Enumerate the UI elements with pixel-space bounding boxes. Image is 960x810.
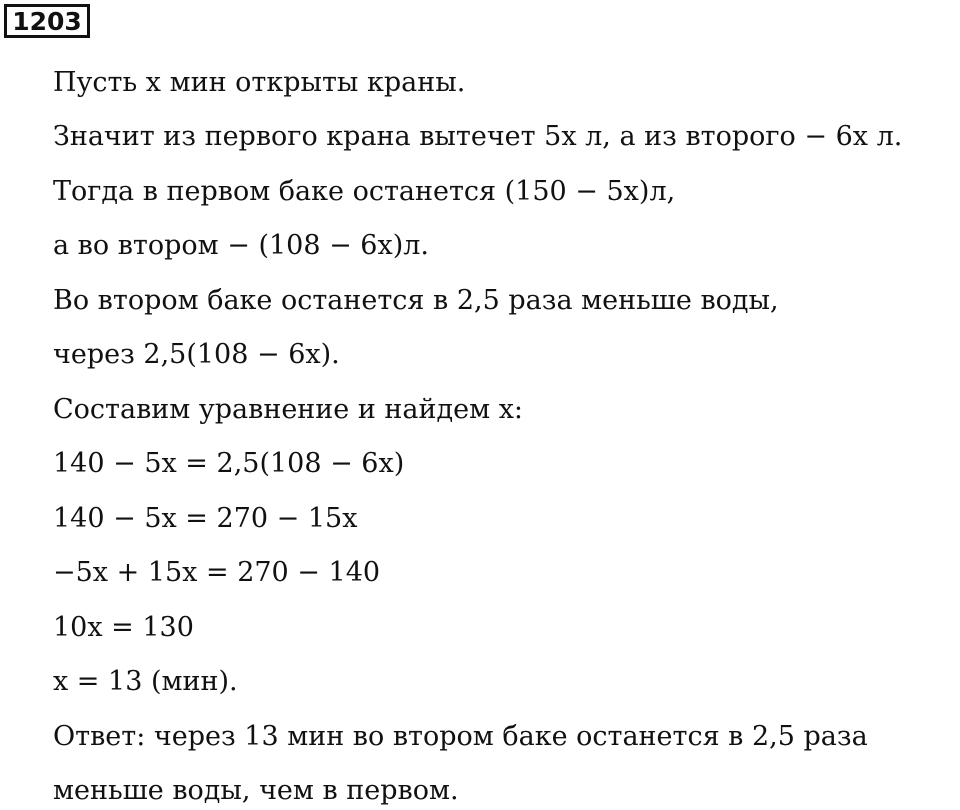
solution-line-6: через 2,5(108 − 6x). xyxy=(53,339,340,370)
equation-line-1: 140 − 5x = 2,5(108 − 6x) xyxy=(53,448,405,479)
problem-number: 1203 xyxy=(12,6,82,36)
equation-line-5: x = 13 (мин). xyxy=(53,666,238,697)
solution-line-5: Во втором баке останется в 2,5 раза меньше воды, xyxy=(53,285,779,316)
equation-line-3: −5x + 15x = 270 − 140 xyxy=(53,557,381,588)
answer-line-2: меньше воды, чем в первом. xyxy=(53,775,459,806)
solution-line-1: Пусть x мин открыты краны. xyxy=(53,67,466,98)
solution-line-2: Значит из первого крана вытечет 5x л, а из второго − 6x л. xyxy=(53,121,903,152)
equation-line-4: 10x = 130 xyxy=(53,612,194,643)
solution-line-7: Составим уравнение и найдем x: xyxy=(53,394,524,425)
answer-line-1: Ответ: через 13 мин во втором баке останется в 2,5 раза xyxy=(53,721,868,752)
solution-line-4: а во втором − (108 − 6x)л. xyxy=(53,230,429,261)
equation-line-2: 140 − 5x = 270 − 15x xyxy=(53,503,358,534)
problem-number-badge xyxy=(4,4,90,38)
solution-line-3: Тогда в первом баке останется (150 − 5x)л, xyxy=(53,176,676,207)
